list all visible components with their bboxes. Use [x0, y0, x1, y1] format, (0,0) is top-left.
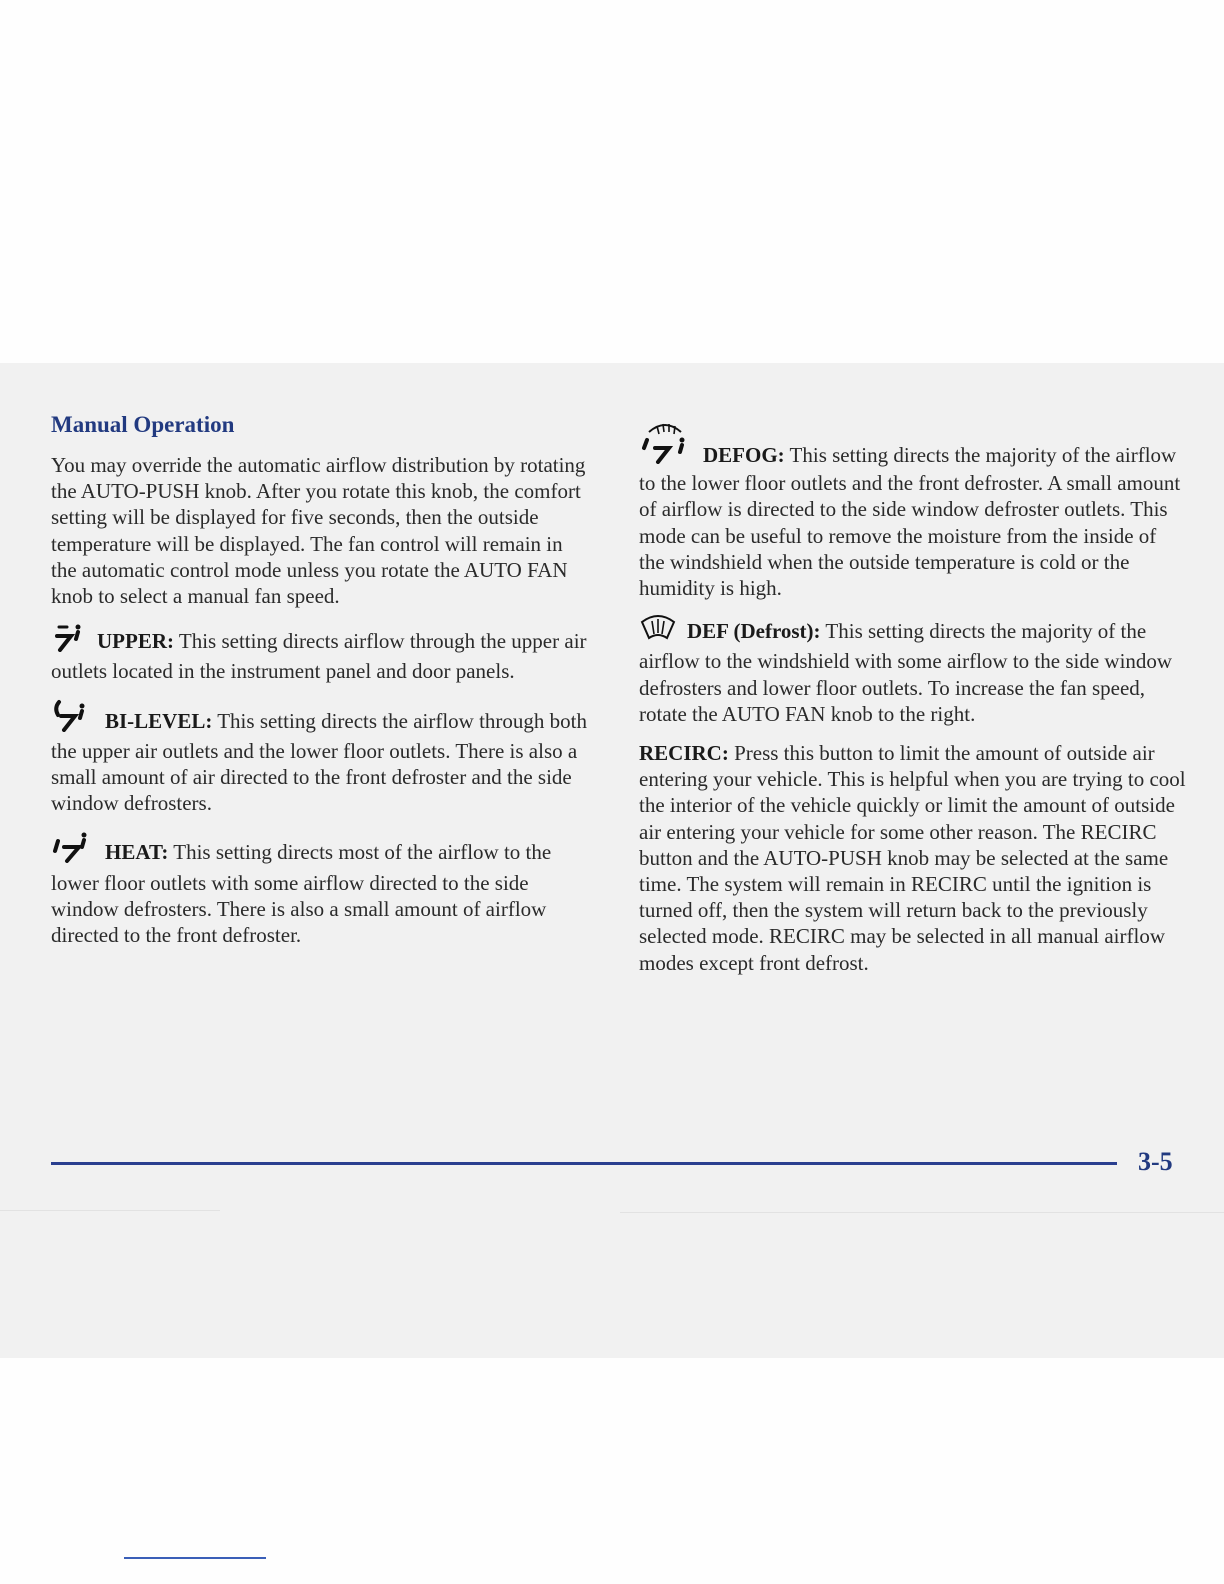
- left-column: [51, 410, 591, 961]
- right-column: [639, 418, 1187, 989]
- mode-defrost: [639, 614, 1187, 727]
- upper-term: UPPER:: [97, 629, 174, 654]
- recirc-term: RECIRC:: [639, 741, 729, 766]
- intro-paragraph: You may override the automatic airflow distribution by rotating the AUTO-PUSH knob. After you rotate this knob, the comfort setting will be displayed for five seconds, then the outside temperature will be displayed. The fan control will remain in the automatic control mode unless you rotate the AUTO FAN knob to select a manual fan speed.: [51, 453, 586, 609]
- mode-upper: [51, 622, 591, 684]
- mode-heat: [51, 829, 591, 948]
- defrost-term: DEF (Defrost):: [687, 619, 821, 644]
- defog-text: This setting directs the majority of the airflow to the lower floor outlets and the front defroster. A small amount of airflow is directed to the side window defroster outlets. This mode can be useful to remove the moisture from the inside of the windshield when the outside temperature is cold or the humidity is high.: [639, 443, 1181, 601]
- scan-artifact-line: [620, 1212, 1224, 1213]
- mode-defog: [639, 418, 1187, 601]
- page-number: 3-5: [1138, 1147, 1173, 1176]
- defrost-text: This setting directs the majority of the airflow to the windshield with some airflow to the side window defrosters and lower floor outlets. To increase the fan speed, rotate the AUTO FAN knob to the right.: [639, 619, 1173, 726]
- heat-vent-icon: [51, 829, 95, 869]
- heat-text: This setting directs most of the airflow to the lower floor outlets with some airflow directed to the side window defrosters. There is also a small amount of airflow directed to the front defroster.: [51, 840, 552, 948]
- heat-term: HEAT:: [105, 840, 169, 865]
- footer-accent-line: [124, 1557, 266, 1559]
- bi-level-term: BI-LEVEL:: [105, 708, 213, 733]
- section-heading: Manual Operation: [51, 412, 235, 437]
- upper-vent-icon: [51, 622, 87, 658]
- bi-level-vent-icon: [51, 698, 95, 738]
- scan-artifact-line: [0, 1210, 220, 1211]
- defrost-icon: [639, 614, 677, 648]
- defog-term: DEFOG:: [703, 443, 785, 467]
- defog-icon: [639, 418, 693, 470]
- footer-rule: [51, 1162, 1117, 1165]
- upper-text: This setting directs airflow through the upper air outlets located in the instrument panel and door panels.: [51, 629, 587, 684]
- mode-bi-level: [51, 698, 591, 817]
- recirc-paragraph: [639, 740, 1187, 976]
- recirc-text: Press this button to limit the amount of outside air entering your vehicle. This is helpful when you are trying to cool the interior of the vehicle quickly or limit the amount of outside air entering your vehicle for some other reason. The RECIRC button and the AUTO-PUSH knob may be selected at the same time. The system will remain in RECIRC until the ignition is turned off, then the system will return back to the previously selected mode. RECIRC may be selected in all manual airflow modes except front defrost.: [639, 741, 1186, 975]
- bi-level-text: This setting directs the airflow through both the upper air outlets and the lower floor outlets. There is also a small amount of air directed to the front defroster and the side window defrosters.: [51, 708, 588, 816]
